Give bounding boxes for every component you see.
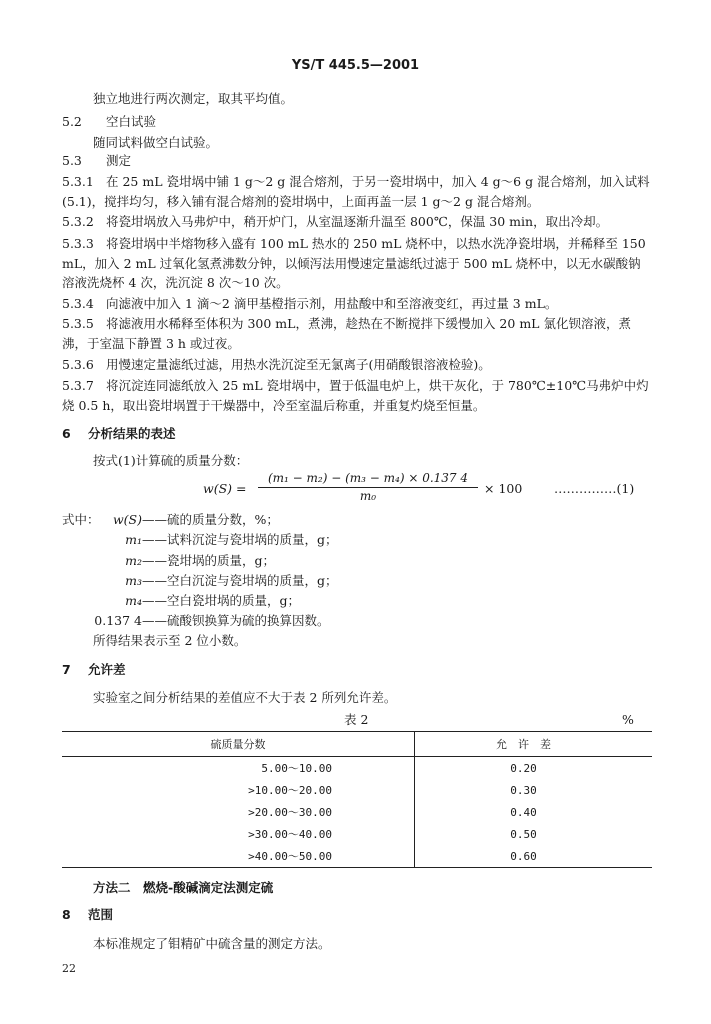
table-header-cell: 硫质量分数 [62,732,415,757]
var-desc: ——试料沉淀与瓷坩埚的质量，g； [142,532,338,547]
page-header: YS/T 445.5—2001 [291,58,420,73]
clause-5-3-7-line-1 [62,378,649,394]
var-desc: ——空白沉淀与瓷坩埚的质量，g； [142,573,338,588]
clause-5-3-2 [62,214,608,230]
formula-numerator: (m₁ − m₂) − (m₃ − m₄) × 0.137 4 [258,471,478,488]
clause-number: 5.3.7 [62,378,94,393]
page-number: 22 [62,962,76,975]
section-8-body: 本标准规定了钼精矿中硫含量的测定方法。 [93,936,331,951]
formula-denominator: m₀ [359,489,377,503]
section-8-heading [62,907,113,923]
table-row [62,845,652,868]
table-cell: >10.00～20.00 [62,779,415,801]
clause-text: 将瓷坩埚放入马弗炉中，稍开炉门，从室温逐渐升温至 800℃，保温 30 min，取出冷却。 [106,214,609,229]
section-7-intro: 实验室之间分析结果的差值应不大于表 2 所列允许差。 [93,690,397,705]
clause-text: 将瓷坩埚中半熔物移入盛有 100 mL 热水的 250 mL 烧杯中，以热水洗净瓷坩埚，并稀释至 150 [106,236,646,251]
table-header-cell: 允 许 差 [415,732,653,757]
clause-5-3-4 [62,296,557,312]
var-row [100,573,338,589]
section-5-2-body: 随同试料做空白试验。 [93,135,219,150]
formula-tail: × 100 [484,481,523,496]
where-label: 式中： [62,512,100,527]
table-row [62,757,652,780]
var-row [100,512,279,528]
var-symbol: m₄ [125,593,142,608]
table-cell: 0.50 [510,827,537,841]
var-row [84,613,330,629]
table-row [62,779,652,801]
clause-5-3-6 [62,357,491,373]
result-note: 所得结果表示至 2 位小数。 [93,633,247,648]
section-number: 5.3 [62,153,82,168]
var-symbol: m₃ [125,573,142,588]
table-cell: 0.60 [415,845,653,868]
var-symbol: m₁ [125,532,142,547]
var-symbol: m₂ [125,553,142,568]
clause-5-3-1-line-2: (5.1)，搅拌均匀，移入铺有混合熔剂的瓷坩埚中，上面再盖一层 1 g～2 g 混合熔剂。 [62,194,540,209]
clause-number: 5.3.4 [62,296,94,311]
clause-5-3-1-line-1 [62,174,650,190]
var-row [100,532,338,548]
section-number: 7 [62,662,71,677]
clause-5-3-3-line-3: 溶液洗烧杯 4 次，洗沉淀 8 次～10 次。 [62,275,289,290]
table-row [62,823,652,845]
section-6-heading [62,426,176,442]
clause-5-3-3-line-1 [62,236,646,252]
table-cell: 0.40 [510,805,537,819]
clause-number: 5.3.1 [62,174,94,189]
var-row [100,593,300,609]
var-symbol: 0.137 4 [94,613,142,628]
table-header-row [62,732,652,757]
table-cell: >30.00～40.00 [62,823,415,845]
section-number: 8 [62,907,71,922]
formula-fraction [258,471,478,503]
formula-number: ……………(1) [554,481,635,496]
section-number: 5.2 [62,114,82,129]
paragraph-continuation: 独立地进行两次测定，取其平均值。 [93,91,294,106]
clause-text: 在 25 mL 瓷坩埚中铺 1 g～2 g 混合熔剂，于另一瓷坩埚中，加入 4 g～6 g 混合熔剂，加入试料 [106,174,650,189]
table-row [62,801,652,823]
section-number: 6 [62,426,71,441]
table-cell: >20.00～30.00 [62,801,415,823]
clause-number: 5.3.5 [62,316,94,331]
clause-number: 5.3.2 [62,214,94,229]
section-title: 范围 [88,907,114,922]
section-5-3-heading [62,153,131,169]
var-desc: ——空白瓷坩埚的质量，g； [142,593,301,608]
section-title: 分析结果的表述 [88,426,176,441]
method-2-heading: 方法二 燃烧-酸碱滴定法测定硫 [93,880,274,895]
clause-text: 将滤液用水稀释至体积为 300 mL，煮沸，趁热在不断搅拌下缓慢加入 20 mL 氯化钡溶液，煮 [106,316,631,331]
formula-intro: 按式(1)计算硫的质量分数： [93,453,249,468]
section-7-heading [62,662,126,678]
clause-5-3-3-line-2: mL，加入 2 mL 过氧化氢煮沸数分钟，以倾泻法用慢速定量滤纸过滤于 500 mL 烧杯中，以无水碳酸钠 [62,256,641,271]
formula-lhs: w(S) = [203,481,247,496]
var-desc: ——瓷坩埚的质量，g； [142,553,276,568]
clause-5-3-5-line-2: 沸，于室温下静置 3 h 或过夜。 [62,336,240,351]
clause-number: 5.3.6 [62,357,94,372]
section-title: 测定 [106,153,132,168]
table-unit: % [622,712,634,727]
table-cell: 0.30 [510,783,537,797]
var-symbol: w(S) [112,512,142,527]
clause-text: 向滤液中加入 1 滴～2 滴甲基橙指示剂，用盐酸中和至溶液变红，再过量 3 mL。 [106,296,558,311]
var-desc: ——硫的质量分数，%； [142,512,279,527]
section-title: 空白试验 [106,114,157,129]
table-cell: 0.20 [510,761,537,775]
var-desc: ——硫酸钡换算为硫的换算因数。 [142,613,330,628]
section-5-2-heading [62,114,156,130]
table-caption: 表 2 [344,712,369,727]
table-cell: 5.00～10.00 [62,757,415,780]
clause-5-3-5-line-1 [62,316,631,332]
clause-text: 将沉淀连同滤纸放入 25 mL 瓷坩埚中，置于低温电炉上，烘干灰化，于 780℃±10℃马弗炉中灼 [106,378,649,393]
clause-number: 5.3.3 [62,236,94,251]
var-row [100,553,275,569]
table-cell: >40.00～50.00 [62,845,415,868]
clause-5-3-7-line-2: 烧 0.5 h，取出瓷坩埚置于干燥器中，冷至室温后称重，并重复灼烧至恒量。 [62,398,486,413]
section-title: 允许差 [88,662,126,677]
tolerance-table [62,731,652,868]
clause-text: 用慢速定量滤纸过滤，用热水洗沉淀至无氯离子(用硝酸银溶液检验)。 [106,357,491,372]
